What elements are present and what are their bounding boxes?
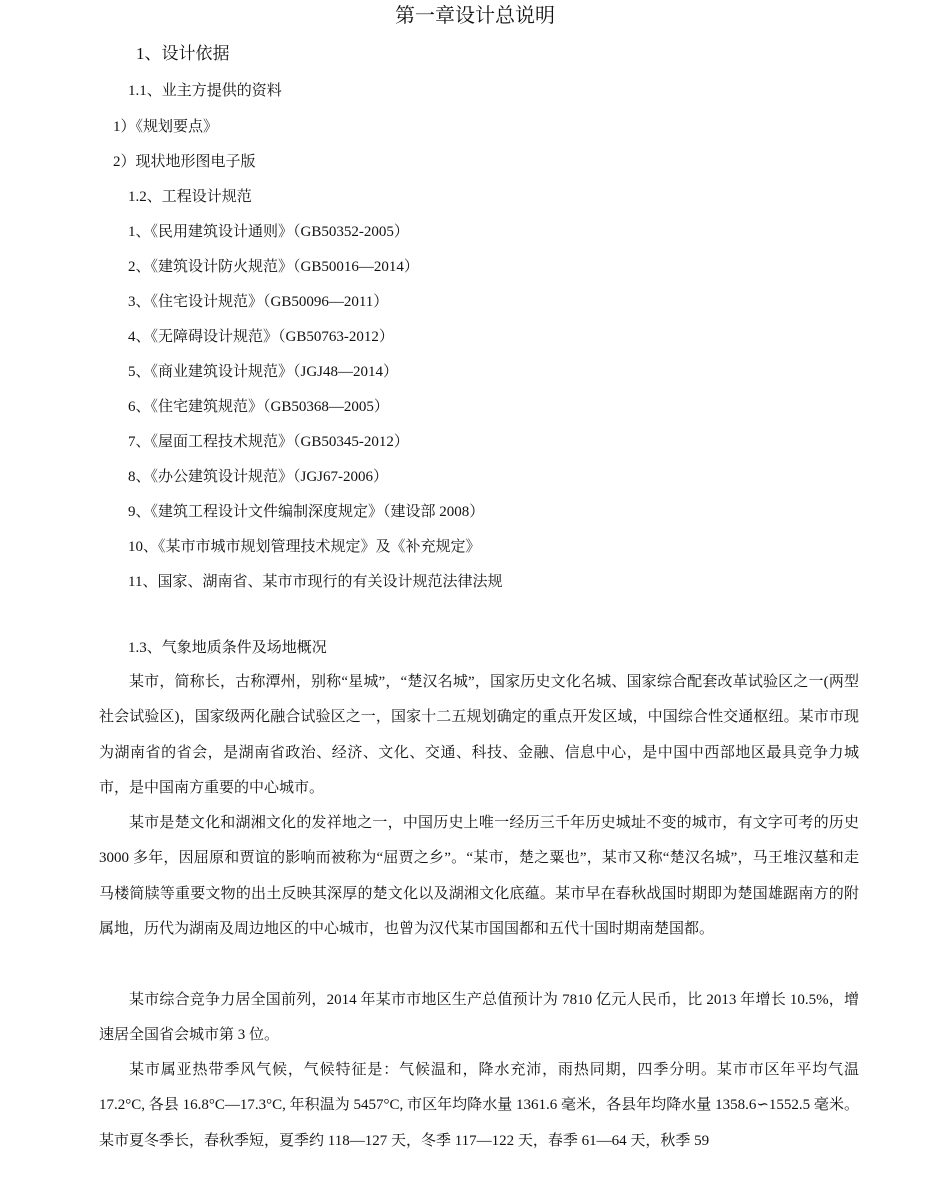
design-code-item: 9、《建筑工程设计文件编制深度规定》（建设部 2008）	[128, 504, 485, 520]
body-paragraph: 某市是楚文化和湖湘文化的发祥地之一，中国历史上唯一经历三千年历史城址不变的城市，有文字可考的历史 3000 多年，因屈原和贾谊的影响而被称为“屈贾之乡”。“某市，楚之粟也”，某市又称“楚汉名城”，马王堆汉墓和走马楼简牍等重要文物的出土反映其深厚的楚文化以及湖湘文化底蕴。某市早在春秋战国时期即为楚国雄踞南方的附属地，历代为湖南及周边地区的中心城市，也曾为汉代某市国国都和五代十国时期南楚国都。	[99, 815, 859, 937]
owner-material-item: 1）《规划要点》	[113, 119, 219, 135]
subsection-heading-site-conditions: 1.3、气象地质条件及场地概况	[128, 640, 327, 656]
body-paragraph: 某市属亚热带季风气候，气候特征是：气候温和，降水充沛，雨热同期，四季分明。某市市区年平均气温 17.2°C, 各县 16.8°C—17.3°C, 年积温为 5457°C, 市区年均降水量 1361.6 毫米，各县年均降水量 1358.6∽1552.5 毫米。某市夏冬季长，春秋季短，夏季约 118—127 天，冬季 117—122 天，春季 61—64 天，秋季 59	[99, 1062, 859, 1149]
chapter-title: 第一章设计总说明	[395, 5, 555, 27]
design-code-item: 11、国家、湖南省、某市市现行的有关设计规范法律法规	[128, 574, 503, 590]
section-heading-design-basis: 1、设计依据	[136, 44, 230, 63]
design-code-item: 7、《屋面工程技术规范》（GB50345-2012）	[128, 434, 409, 450]
owner-material-item: 2）现状地形图电子版	[113, 154, 256, 170]
body-paragraph: 某市综合竞争力居全国前列，2014 年某市市地区生产总值预计为 7810 亿元人民币，比 2013 年增长 10.5%，增速居全国省会城市第 3 位。	[99, 992, 859, 1044]
design-code-item: 6、《住宅建筑规范》（GB50368—2005）	[128, 399, 389, 415]
design-code-item: 3、《住宅设计规范》（GB50096—2011）	[128, 294, 389, 310]
design-code-item: 10、《某市市城市规划管理技术规定》及《补充规定》	[128, 539, 481, 555]
design-code-item: 4、《无障碍设计规范》（GB50763-2012）	[128, 329, 394, 345]
design-code-item: 2、《建筑设计防火规范》（GB50016—2014）	[128, 259, 419, 275]
design-code-item: 1、《民用建筑设计通则》（GB50352-2005）	[128, 224, 409, 240]
body-paragraph: 某市，简称长，古称潭州，别称“星城”，“楚汉名城”，国家历史文化名城、国家综合配套改革试验区之一(两型社会试验区)，国家级两化融合试验区之一，国家十二五规划确定的重点开发区域，中国综合性交通枢纽。某市市现为湖南省的省会，是湖南省政治、经济、文化、交通、科技、金融、信息中心，是中国中西部地区最具竞争力城市，是中国南方重要的中心城市。	[99, 674, 859, 796]
subsection-heading-design-codes: 1.2、工程设计规范	[128, 189, 252, 205]
design-code-item: 8、《办公建筑设计规范》（JGJ67-2006）	[128, 469, 389, 485]
subsection-heading-owner-materials: 1.1、业主方提供的资料	[128, 83, 282, 99]
design-code-item: 5、《商业建筑设计规范》（JGJ48—2014）	[128, 364, 399, 380]
